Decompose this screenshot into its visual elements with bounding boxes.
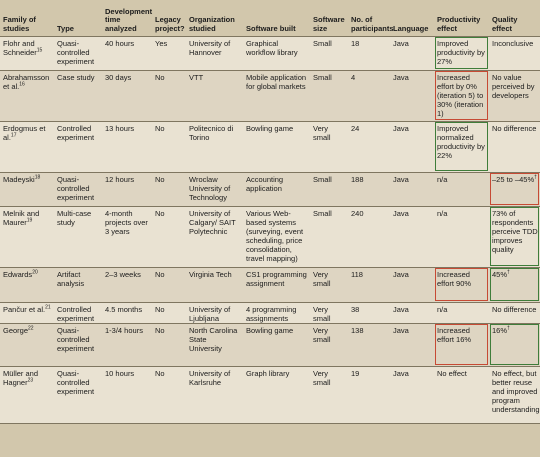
cell-quality-text: No effect, but better reuse and improved program understanding <box>492 368 540 414</box>
cell-participants-text: 4 <box>351 72 356 82</box>
cell-participants <box>348 302 390 323</box>
cell-time-text: 4-month projects over 3 years <box>105 208 148 236</box>
header-size: Software size <box>310 0 348 36</box>
cell-quality-text: –25 to –45% <box>492 174 535 184</box>
reference-number: 21 <box>45 304 51 310</box>
cell-family-text: Müller and Hagner <box>3 368 39 387</box>
cell-quality-text: 16% <box>492 325 508 335</box>
cell-size-text: Very small <box>313 368 331 387</box>
cell-org-text: Politecnico di Torino <box>189 123 234 142</box>
cell-productivity-text: n/a <box>437 208 448 218</box>
cell-quality-text: No value perceived by developers <box>492 72 535 100</box>
table-row <box>0 302 540 323</box>
table-row <box>0 172 540 206</box>
cell-language-text: Java <box>393 72 409 82</box>
cell-type-text: Controlled experiment <box>57 123 95 142</box>
cell-participants <box>348 36 390 70</box>
cell-productivity-text: Improved productivity by 27% <box>437 38 485 66</box>
cell-quality <box>489 267 540 302</box>
cell-time-text: 1-3/4 hours <box>105 325 143 335</box>
cell-size-text: Small <box>313 208 332 218</box>
cell-type-text: Quasi-controlled experiment <box>57 38 95 66</box>
cell-legacy <box>152 206 186 267</box>
cell-software-text: Mobile application for global markets <box>246 72 307 91</box>
cell-family <box>0 267 54 302</box>
dagger-mark: † <box>507 325 510 331</box>
header-type: Type <box>54 0 102 36</box>
cell-type <box>54 302 102 323</box>
cell-size <box>310 36 348 70</box>
cell-size-text: Very small <box>313 269 331 288</box>
cell-family-text: Melnik and Maurer <box>3 208 40 227</box>
cell-family-text: Erdogmus et al. <box>3 123 46 142</box>
cell-quality <box>489 366 540 423</box>
cell-language <box>390 323 434 366</box>
cell-org <box>186 323 243 366</box>
cell-software <box>243 121 310 172</box>
cell-family-text: Pančur et al. <box>3 304 46 314</box>
reference-number: 19 <box>26 217 33 223</box>
cell-type <box>54 172 102 206</box>
cell-productivity <box>434 323 489 366</box>
cell-family <box>0 366 54 423</box>
cell-family <box>0 323 54 366</box>
cell-size-text: Small <box>313 72 332 82</box>
cell-language <box>390 70 434 121</box>
cell-participants-text: 118 <box>351 269 363 279</box>
cell-legacy <box>152 366 186 423</box>
cell-language-text: Java <box>393 174 409 184</box>
table-row <box>0 70 540 121</box>
cell-family <box>0 70 54 121</box>
cell-size <box>310 121 348 172</box>
cell-type-text: Controlled experiment <box>57 304 95 323</box>
cell-software <box>243 172 310 206</box>
cell-org <box>186 267 243 302</box>
cell-software <box>243 366 310 423</box>
cell-time-text: 2–3 weeks <box>105 269 141 279</box>
cell-software-text: Bowling game <box>246 325 294 335</box>
cell-time <box>102 302 152 323</box>
cell-size <box>310 366 348 423</box>
cell-quality <box>489 302 540 323</box>
cell-org <box>186 302 243 323</box>
cell-legacy-text: Yes <box>155 38 168 48</box>
cell-productivity <box>434 172 489 206</box>
cell-type <box>54 267 102 302</box>
reference-number: 16 <box>19 81 25 87</box>
cell-org-text: University of Calgary/ SAIT Polytechnic <box>189 208 236 236</box>
cell-participants-text: 18 <box>351 38 360 48</box>
cell-legacy-text: No <box>155 123 165 133</box>
cell-org-text: University of Karlsruhe <box>189 368 231 387</box>
header-org: Organization studied <box>186 0 243 36</box>
cell-language <box>390 121 434 172</box>
cell-productivity-text: No effect <box>437 368 467 378</box>
cell-language-text: Java <box>393 325 409 335</box>
cell-org <box>186 172 243 206</box>
cell-participants-text: 188 <box>351 174 364 184</box>
cell-family <box>0 36 54 70</box>
reference-number: 15 <box>36 47 43 53</box>
cell-time-text: 12 hours <box>105 174 135 184</box>
cell-org <box>186 121 243 172</box>
cell-size-text: Very small <box>313 123 331 142</box>
cell-productivity <box>434 206 489 267</box>
cell-legacy-text: No <box>155 174 165 184</box>
cell-software <box>243 323 310 366</box>
cell-software-text: Bowling game <box>246 123 294 133</box>
cell-type-text: Quasi-controlled experiment <box>57 368 95 396</box>
cell-legacy <box>152 36 186 70</box>
cell-org <box>186 36 243 70</box>
cell-org-text: Wroclaw University of Technology <box>189 174 231 202</box>
reference-number: 23 <box>27 377 34 383</box>
cell-org-text: Virginia Tech <box>189 269 232 279</box>
cell-size <box>310 206 348 267</box>
cell-time-text: 40 hours <box>105 38 135 48</box>
cell-type <box>54 70 102 121</box>
cell-language <box>390 36 434 70</box>
cell-org <box>186 366 243 423</box>
cell-size-text: Very small <box>313 304 331 323</box>
cell-participants-text: 19 <box>351 368 360 378</box>
cell-participants <box>348 172 390 206</box>
table-row <box>0 36 540 70</box>
cell-quality <box>489 172 540 206</box>
table-row <box>0 121 540 172</box>
cell-legacy <box>152 302 186 323</box>
cell-software-text: CS1 programming assignment <box>246 269 307 288</box>
cell-participants <box>348 206 390 267</box>
table-row <box>0 267 540 302</box>
header-productivity: Productivity effect <box>434 0 489 36</box>
cell-size-text: Very small <box>313 325 331 344</box>
cell-software-text: Graph library <box>246 368 290 378</box>
cell-org-text: VTT <box>189 72 204 82</box>
reference-number: 18 <box>34 174 41 180</box>
header-software: Software built <box>243 0 310 36</box>
cell-family <box>0 172 54 206</box>
table-row <box>0 323 540 366</box>
cell-productivity <box>434 121 489 172</box>
table-row <box>0 206 540 267</box>
cell-quality <box>489 121 540 172</box>
cell-type-text: Quasi-controlled experiment <box>57 174 95 202</box>
cell-productivity <box>434 267 489 302</box>
cell-legacy <box>152 70 186 121</box>
cell-participants <box>348 267 390 302</box>
cell-quality <box>489 323 540 366</box>
reference-number: 20 <box>32 269 38 275</box>
cell-language-text: Java <box>393 38 409 48</box>
table-body <box>0 36 540 423</box>
cell-software-text: Various Web-based systems (surveying, event scheduling, price consolidation, travel mapping) <box>246 208 304 263</box>
table-row <box>0 366 540 423</box>
cell-time <box>102 70 152 121</box>
cell-type <box>54 206 102 267</box>
cell-legacy <box>152 323 186 366</box>
cell-language-text: Java <box>393 269 409 279</box>
cell-quality-text: Inconclusive <box>492 38 534 48</box>
cell-software <box>243 70 310 121</box>
cell-quality <box>489 70 540 121</box>
cell-legacy <box>152 172 186 206</box>
cell-legacy-text: No <box>155 72 165 82</box>
cell-time <box>102 267 152 302</box>
header-quality: Quality effect <box>489 0 540 36</box>
cell-family-text: Abrahamsson et al. <box>3 72 50 91</box>
cell-language <box>390 267 434 302</box>
cell-language <box>390 366 434 423</box>
cell-legacy-text: No <box>155 304 165 314</box>
cell-productivity-text: Increased effort by 0% (iteration 5) to 30% (iteration 1) <box>437 72 484 118</box>
cell-participants <box>348 121 390 172</box>
cell-participants-text: 138 <box>351 325 364 335</box>
cell-software <box>243 36 310 70</box>
cell-org <box>186 70 243 121</box>
reference-number: 22 <box>28 325 34 331</box>
cell-quality-text: No difference <box>492 304 537 314</box>
cell-time-text: 4.5 months <box>105 304 143 314</box>
cell-family <box>0 302 54 323</box>
cell-software <box>243 267 310 302</box>
cell-time <box>102 121 152 172</box>
cell-quality <box>489 206 540 267</box>
reference-number: 17 <box>10 132 17 138</box>
cell-participants-text: 38 <box>351 304 360 314</box>
cell-productivity <box>434 302 489 323</box>
cell-time-text: 30 days <box>105 72 132 82</box>
cell-size <box>310 302 348 323</box>
cell-language <box>390 206 434 267</box>
cell-type-text: Artifact analysis <box>57 269 85 288</box>
cell-size <box>310 267 348 302</box>
cell-language-text: Java <box>393 368 409 378</box>
header-participants: No. of participants <box>348 0 390 36</box>
cell-participants <box>348 323 390 366</box>
cell-software <box>243 206 310 267</box>
cell-time-text: 10 hours <box>105 368 135 378</box>
cell-type-text: Quasi-controlled experiment <box>57 325 95 353</box>
cell-productivity <box>434 366 489 423</box>
cell-time <box>102 366 152 423</box>
cell-size-text: Small <box>313 174 332 184</box>
cell-language <box>390 172 434 206</box>
header-legacy: Legacy project? <box>152 0 186 36</box>
header-family: Family of studies <box>0 0 54 36</box>
cell-participants <box>348 366 390 423</box>
cell-type-text: Case study <box>57 72 95 82</box>
cell-time <box>102 323 152 366</box>
cell-productivity <box>434 36 489 70</box>
cell-productivity-text: Increased effort 90% <box>437 269 472 288</box>
cell-type <box>54 323 102 366</box>
cell-quality <box>489 36 540 70</box>
cell-time-text: 13 hours <box>105 123 135 133</box>
cell-participants-text: 240 <box>351 208 364 218</box>
dagger-mark: † <box>534 174 537 180</box>
cell-legacy <box>152 267 186 302</box>
cell-family-text: Madeyski <box>3 174 35 184</box>
cell-participants-text: 24 <box>351 123 360 133</box>
cell-size <box>310 172 348 206</box>
cell-org <box>186 206 243 267</box>
header-row <box>0 0 540 36</box>
cell-language-text: Java <box>393 123 409 133</box>
cell-type <box>54 121 102 172</box>
cell-quality-text: 45% <box>492 269 508 279</box>
cell-language-text: Java <box>393 304 409 314</box>
cell-type <box>54 366 102 423</box>
cell-size-text: Small <box>313 38 332 48</box>
cell-quality-text: 73% of respondents perceive TDD improves quality <box>492 208 538 254</box>
cell-size <box>310 70 348 121</box>
cell-time <box>102 172 152 206</box>
cell-legacy <box>152 121 186 172</box>
cell-time <box>102 36 152 70</box>
cell-legacy-text: No <box>155 269 165 279</box>
cell-productivity <box>434 70 489 121</box>
cell-software-text: Graphical workflow library <box>246 38 298 57</box>
cell-family-text: Flohr and Schneider <box>3 38 37 57</box>
cell-legacy-text: No <box>155 208 165 218</box>
cell-productivity-text: Improved normalized productivity by 22% <box>437 123 485 160</box>
cell-size <box>310 323 348 366</box>
cell-productivity-text: Increased effort 16% <box>437 325 472 344</box>
header-time: Development time analyzed <box>102 0 152 36</box>
cell-productivity-text: n/a <box>437 174 448 184</box>
cell-language-text: Java <box>393 208 409 218</box>
header-language: Language <box>390 0 434 36</box>
cell-type-text: Multi-case study <box>57 208 92 227</box>
cell-org-text: University of Ljubljana <box>189 304 231 323</box>
cell-legacy-text: No <box>155 368 165 378</box>
cell-software-text: 4 programming assignments <box>246 304 297 323</box>
cell-language <box>390 302 434 323</box>
cell-software <box>243 302 310 323</box>
cell-time <box>102 206 152 267</box>
cell-legacy-text: No <box>155 325 165 335</box>
dagger-mark: † <box>507 269 510 275</box>
cell-family <box>0 121 54 172</box>
cell-org-text: North Carolina State University <box>189 325 238 353</box>
cell-type <box>54 36 102 70</box>
cell-family <box>0 206 54 267</box>
cell-quality-text: No difference <box>492 123 537 133</box>
cell-family-text: George <box>3 325 29 335</box>
cell-productivity-text: n/a <box>437 304 448 314</box>
cell-software-text: Accounting application <box>246 174 284 193</box>
cell-participants <box>348 70 390 121</box>
cell-family-text: Edwards <box>3 269 33 279</box>
cell-org-text: University of Hannover <box>189 38 231 57</box>
